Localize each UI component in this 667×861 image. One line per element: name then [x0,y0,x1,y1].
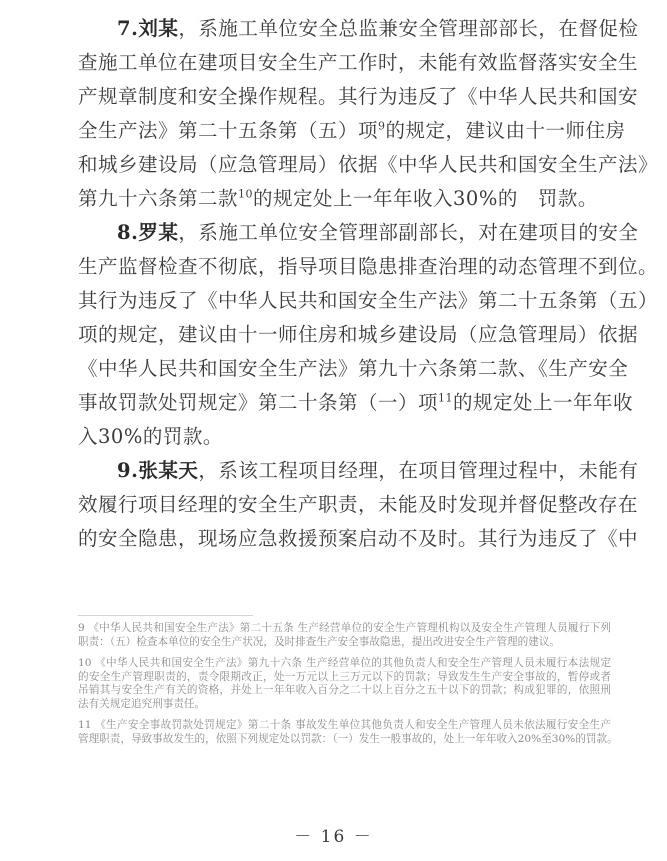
text-line: 查施工单位在建项目安全生产工作时，未能有效监督落实安全生 [78,51,639,74]
text-line: 的安全隐患，现场应急救援预案启动不及时。其行为违反了《中 [78,527,639,550]
text-line: 《中华人民共和国安全生产法》第九十六条第二款、《生产安全 [78,357,629,380]
footnote-ref-10[interactable]: 10 [238,187,254,201]
text-line: 8.罗某，系施工单位安全管理部副部长，对在建项目的安全 [117,221,639,244]
text-line: 生产监督检查不彻底，指导项目隐患排查治理的动态管理不到位。 [78,255,659,278]
footnote-line: 职责：（五）检查本单位的安全生产状况，及时排查生产安全事故隐患，提出改进安全生产管理的建议。 [78,635,561,648]
text-line: 事故罚款处罚规定》第二十条第（一）项$^{11}$的规定处上一年年收 [78,391,634,414]
footnote-line: 管理职责，导致事故发生的，依照下列规定处以罚款：（一）发生一般事故的，处上一年年收入20%至30%的罚款。 [78,732,618,745]
text-line: 产规章制度和安全操作规程。其行为违反了《中华人民共和国安 [78,85,639,108]
person-name: 7.刘某 [117,17,179,40]
text-line: 效履行项目经理的安全生产职责，未能及时发现并督促整改存在 [78,493,639,516]
footnote-line: 10 《中华人民共和国安全生产法》第九十六条 生产经营单位的其他负责人和安全生产管理人员未履行本法规定 [78,657,611,669]
text-line: 7.刘某，系施工单位安全总监兼安全管理部部长，在督促检 [117,17,639,40]
person-name: 9.张某天 [117,459,199,482]
footnote-line: 的安全生产管理职责的，责令限期改正，处一万元以上三万元以下的罚款；导致发生生产安全事故的，暂停或者 [78,670,611,683]
body-text [78,12,659,556]
footnote-line: 法有关规定追究刑事责任。 [78,697,206,710]
text-line: 和城乡建设局（应急管理局）依据《中华人民共和国安全生产法》 [78,153,659,176]
footnote-9 [78,622,611,649]
text-line: 入30%的罚款。 [78,425,223,448]
footnote-ref-9[interactable]: 9 [378,119,386,133]
paragraph-8 [78,216,659,454]
text-line: 9.张某天，系该工程项目经理，在项目管理过程中，未能有 [117,459,639,482]
footnote-line: 11 《生产安全事故罚款处罚规定》第二十条 事故发生单位其他负责人和安全生产管理人员未依法履行安全生产 [78,719,611,731]
paragraph-7 [78,12,659,216]
text-line: 全生产法》第二十五条第（五）项$^9$的规定，建议由十一师住房 [78,119,626,142]
footnote-10 [78,657,611,711]
person-name: 8.罗某 [117,221,179,244]
footnote-line: 9 《中华人民共和国安全生产法》第二十五条 生产经营单位的安全生产管理机构以及安全生产管理人员履行下列 [78,622,611,634]
footnote-11 [78,719,618,746]
text-line: 其行为违反了《中华人民共和国安全生产法》第二十五条第（五） [78,289,659,312]
paragraph-9 [78,454,639,556]
footnotes [78,622,618,754]
footnote-separator [78,615,253,616]
text-line: 项的规定，建议由十一师住房和城乡建设局（应急管理局）依据 [78,323,639,346]
page-number: － 16 － [294,827,373,847]
footnote-line: 吊销其与安全生产有关的资格，并处上一年年收入百分之二十以上百分之五十以下的罚款；构成犯罪的，依照刑 [78,684,611,696]
text-line: 第九十六条第二款$^{10}$的规定处上一年年收入30%的 罚款。 [78,187,598,210]
footnote-ref-11[interactable]: 11 [438,391,454,405]
